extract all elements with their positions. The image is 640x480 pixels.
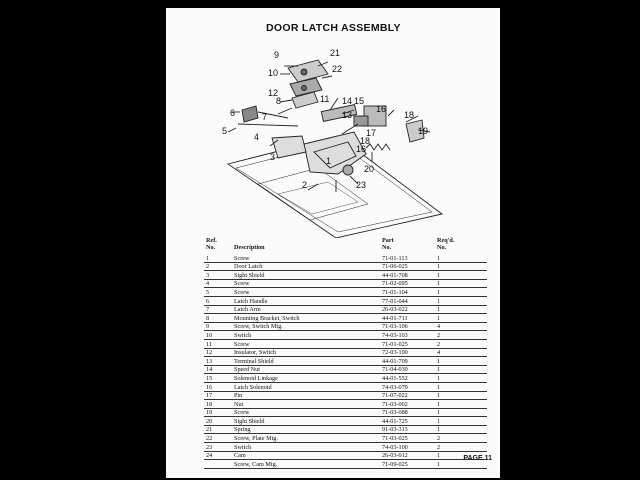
ref-cell: 13 bbox=[206, 357, 213, 365]
table-row bbox=[204, 340, 487, 349]
callout-12: 12 bbox=[268, 88, 279, 98]
callout-1: 1 bbox=[326, 156, 332, 166]
ref-cell: 22 bbox=[206, 435, 213, 443]
description-cell: Screw, Switch Mtg. bbox=[234, 323, 283, 331]
part-number-cell: 74-03-100 bbox=[382, 443, 408, 451]
page-title: DOOR LATCH ASSEMBLY bbox=[266, 22, 401, 34]
description-cell: Switch bbox=[234, 331, 252, 339]
parts-table bbox=[204, 238, 487, 469]
table-row bbox=[204, 263, 487, 272]
part-number-cell: 44-01-552 bbox=[382, 374, 408, 382]
part-number-cell: 26-03-012 bbox=[382, 452, 408, 460]
header-qty-no: No. bbox=[437, 243, 447, 251]
callout-6: 6 bbox=[230, 108, 236, 118]
quantity-cell: 1 bbox=[437, 383, 441, 391]
callout-23: 22 bbox=[332, 64, 343, 74]
quantity-cell: 1 bbox=[437, 263, 441, 271]
parts-table-header bbox=[204, 238, 487, 254]
ref-cell: 19 bbox=[206, 409, 213, 417]
quantity-cell: 1 bbox=[437, 460, 441, 468]
part-number-cell: 71-09-025 bbox=[382, 460, 408, 468]
description-cell: Spring bbox=[234, 426, 251, 434]
callout-9: 9 bbox=[274, 50, 280, 60]
description-cell: Cam bbox=[234, 452, 246, 460]
callout-19: 18 bbox=[404, 110, 415, 120]
ref-cell: 8 bbox=[206, 314, 210, 322]
part-number-cell: 72-03-100 bbox=[382, 349, 408, 357]
part-number-cell: 71-01-113 bbox=[382, 254, 408, 262]
parts-table-body bbox=[204, 254, 487, 469]
quantity-cell: 1 bbox=[437, 357, 441, 365]
description-cell: Sight Shield bbox=[234, 417, 265, 425]
ref-cell: 18 bbox=[206, 400, 213, 408]
ref-cell: 3 bbox=[206, 271, 210, 279]
quantity-cell: 1 bbox=[437, 400, 441, 408]
description-cell: Screw, Plate Mtg. bbox=[234, 435, 278, 443]
part-number-cell: 77-01-044 bbox=[382, 297, 408, 305]
table-row bbox=[204, 280, 487, 289]
part-number-cell: 71-06-025 bbox=[382, 263, 408, 271]
description-cell: Solenoid Linkage bbox=[234, 374, 278, 382]
quantity-cell: 1 bbox=[437, 280, 441, 288]
description-cell: Latch Handle bbox=[234, 297, 268, 305]
description-cell: Screw bbox=[234, 254, 250, 262]
quantity-cell: 1 bbox=[437, 288, 441, 296]
description-cell: Screw bbox=[234, 280, 250, 288]
ref-cell: 7 bbox=[206, 306, 210, 314]
ref-cell: 5 bbox=[206, 288, 210, 296]
table-row bbox=[204, 254, 487, 263]
header-ref-no: No. bbox=[206, 243, 216, 251]
part-number-cell: 71-04-030 bbox=[382, 366, 408, 374]
description-cell: Insulator, Switch bbox=[234, 349, 277, 357]
ref-cell: 1 bbox=[206, 254, 210, 262]
callout-13: 13 bbox=[342, 110, 353, 120]
table-row bbox=[204, 426, 487, 435]
ref-cell: 10 bbox=[206, 331, 213, 339]
part-number-cell: 71-03-002 bbox=[382, 400, 408, 408]
quantity-cell: 1 bbox=[437, 392, 441, 400]
exploded-parts-diagram bbox=[218, 44, 444, 238]
callout-15: 15 bbox=[354, 96, 365, 106]
callout-22: 21 bbox=[330, 48, 341, 58]
description-cell: Door Latch bbox=[234, 263, 263, 271]
table-row bbox=[204, 434, 487, 443]
quantity-cell: 2 bbox=[437, 340, 441, 348]
table-row bbox=[204, 417, 487, 426]
callout-11: 11 bbox=[320, 94, 330, 104]
callout-17: 17 bbox=[366, 128, 377, 138]
quantity-cell: 2 bbox=[437, 331, 441, 339]
table-row bbox=[204, 357, 487, 366]
table-row bbox=[204, 374, 487, 383]
ref-cell: 6 bbox=[206, 297, 210, 305]
ref-cell: 17 bbox=[206, 392, 213, 400]
ref-cell: 24 bbox=[206, 452, 213, 460]
part-number-cell: 71-01-025 bbox=[382, 340, 408, 348]
callout-21: 20 bbox=[364, 164, 375, 174]
description-cell: Switch bbox=[234, 443, 252, 451]
part-number-cell: 71-01-104 bbox=[382, 288, 408, 296]
quantity-cell: 1 bbox=[437, 366, 441, 374]
callout-18: 18 bbox=[360, 136, 371, 146]
ref-cell: 15 bbox=[206, 374, 213, 382]
table-row bbox=[204, 392, 487, 401]
header-part: Part bbox=[382, 237, 394, 244]
ref-cell: 20 bbox=[206, 417, 213, 425]
table-row bbox=[204, 443, 487, 452]
callout-4: 4 bbox=[254, 132, 260, 142]
quantity-cell: 4 bbox=[437, 323, 441, 331]
part-number-cell: 91-03-313 bbox=[382, 426, 408, 434]
callout-20: 19 bbox=[418, 126, 429, 136]
table-row bbox=[204, 383, 487, 392]
callout-16a: 16 bbox=[376, 104, 387, 114]
quantity-cell: 1 bbox=[437, 374, 441, 382]
table-row bbox=[204, 271, 487, 280]
callout-10: 10 bbox=[268, 68, 279, 78]
ref-cell: 14 bbox=[206, 366, 213, 374]
part-number-cell: 74-03-079 bbox=[382, 383, 408, 391]
ref-cell: 12 bbox=[206, 349, 213, 357]
description-cell: Terminal Shield bbox=[234, 357, 274, 365]
part-number-cell: 71-07-022 bbox=[382, 392, 408, 400]
callout-3: 3 bbox=[270, 152, 276, 162]
header-description: Description bbox=[234, 243, 265, 251]
catalog-page bbox=[166, 8, 500, 478]
callout-8: 8 bbox=[276, 96, 282, 106]
quantity-cell: 1 bbox=[437, 254, 441, 262]
quantity-cell: 1 bbox=[437, 452, 441, 460]
part-number-cell: 71-03-088 bbox=[382, 409, 408, 417]
header-ref: Ref. bbox=[206, 237, 217, 244]
header-part-no: No. bbox=[382, 243, 392, 251]
part-number-cell: 44-01-711 bbox=[382, 314, 408, 322]
description-cell: Nut bbox=[234, 400, 244, 408]
ref-cell: 16 bbox=[206, 383, 213, 391]
part-number-cell: 71-02-095 bbox=[382, 280, 408, 288]
description-cell: Latch Arm bbox=[234, 306, 261, 314]
part-number-cell: 26-03-022 bbox=[382, 306, 408, 314]
quantity-cell: 1 bbox=[437, 409, 441, 417]
description-cell: Pin bbox=[234, 392, 243, 400]
description-cell: Speed Nut bbox=[234, 366, 260, 374]
table-row bbox=[204, 288, 487, 297]
table-row bbox=[204, 331, 487, 340]
part-number-cell: 44-01-708 bbox=[382, 271, 408, 279]
quantity-cell: 1 bbox=[437, 297, 441, 305]
header-qty: Req'd. bbox=[437, 237, 455, 244]
callout-5: 5 bbox=[222, 126, 228, 136]
part-number-cell: 74-03-103 bbox=[382, 331, 408, 339]
part-number-cell: 71-03-025 bbox=[382, 435, 408, 443]
ref-cell: 9 bbox=[206, 323, 210, 331]
description-cell: Screw bbox=[234, 409, 250, 417]
table-row bbox=[204, 400, 487, 409]
table-row bbox=[204, 366, 487, 375]
quantity-cell: 1 bbox=[437, 306, 441, 314]
ref-cell: 4 bbox=[206, 280, 210, 288]
table-row bbox=[204, 314, 487, 323]
part-number-cell: 44-01-709 bbox=[382, 357, 408, 365]
table-row bbox=[204, 349, 487, 358]
quantity-cell: 4 bbox=[437, 349, 441, 357]
callout-14: 14 bbox=[342, 96, 353, 106]
part-number-cell: 71-03-106 bbox=[382, 323, 408, 331]
ref-cell: 21 bbox=[206, 426, 213, 434]
callout-16b: 16 bbox=[356, 144, 367, 154]
quantity-cell: 2 bbox=[437, 435, 441, 443]
table-row bbox=[204, 297, 487, 306]
ref-cell: 23 bbox=[206, 443, 213, 451]
quantity-cell: 1 bbox=[437, 271, 441, 279]
quantity-cell: 1 bbox=[437, 417, 441, 425]
quantity-cell: 2 bbox=[437, 443, 441, 451]
ref-cell: 11 bbox=[206, 340, 212, 348]
description-cell: Screw, Cam Mtg. bbox=[234, 460, 278, 468]
callout-7: 7 bbox=[262, 112, 268, 122]
page-number: PAGE 11 bbox=[463, 455, 492, 462]
quantity-cell: 1 bbox=[437, 426, 441, 434]
callout-24: 23 bbox=[356, 180, 367, 190]
table-row bbox=[204, 452, 487, 461]
table-row bbox=[204, 460, 487, 469]
description-cell: Latch Solenoid bbox=[234, 383, 272, 391]
part-number-cell: 44-01-725 bbox=[382, 417, 408, 425]
description-cell: Screw bbox=[234, 340, 250, 348]
quantity-cell: 1 bbox=[437, 314, 441, 322]
table-row bbox=[204, 409, 487, 418]
callout-2: 2 bbox=[302, 180, 308, 190]
table-row bbox=[204, 306, 487, 315]
table-row bbox=[204, 323, 487, 332]
description-cell: Screw bbox=[234, 288, 250, 296]
description-cell: Mounting Bracket, Switch bbox=[234, 314, 300, 322]
description-cell: Sight Shield bbox=[234, 271, 265, 279]
ref-cell: 2 bbox=[206, 263, 210, 271]
